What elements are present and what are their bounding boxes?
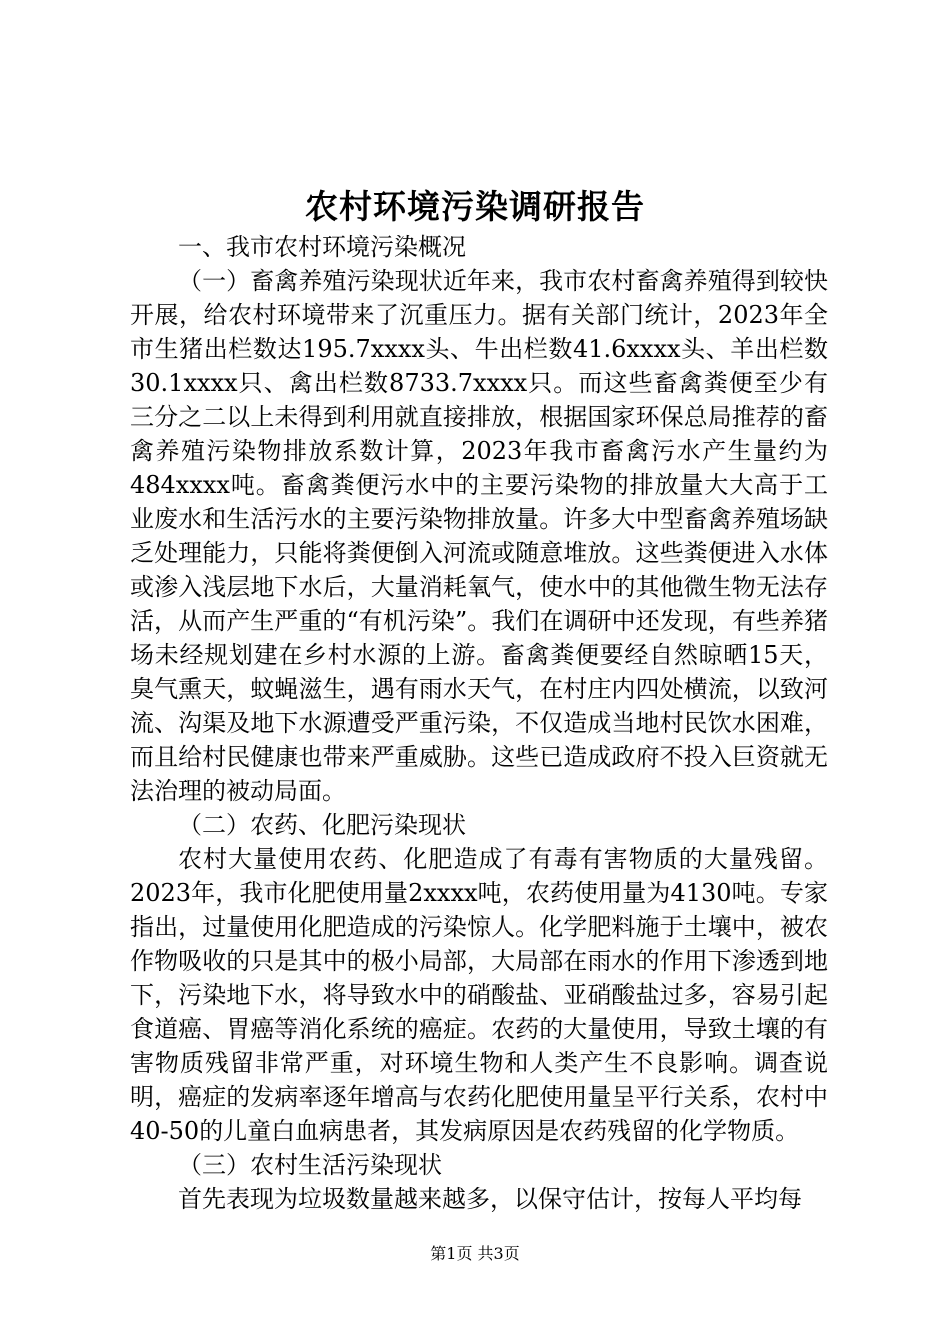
paragraph-pesticide-fertilizer: 农村大量使用农药、化肥造成了有毒有害物质的大量残留。2023年，我市化肥使用量2xxxx吨，农药使用量为4130吨。专家指出，过量使用化肥造成的污染惊人。化学肥料施于土壤中，被农作物吸收的只是其中的极小局部，大局部在雨水的作用下渗透到地下，污染地下水，将导致水中的硝酸盐、亚硝酸盐过多，容易引起食道癌、胃癌等消化系统的癌症。农药的大量使用，导致土壤的有害物质残留非常严重，对环境生物和人类产生不良影响。调查说明，癌症的发病率逐年增高与农药化肥使用量呈平行关系，农村中40-50的儿童白血病患者，其发病原因是农药残留的化学物质。 (130, 845, 828, 1145)
paragraph-domestic-pollution: 首先表现为垃圾数量越来越多，以保守估计，按每人平均每 (178, 1185, 802, 1213)
document-body (130, 230, 828, 1216)
section-heading-3: （三）农村生活污染现状 (178, 1151, 442, 1179)
page-footer: 第1页 共3页 (430, 1244, 520, 1263)
section-heading-1: 一、我市农村环境污染概况 (178, 233, 466, 261)
paragraph-livestock-pollution: （一）畜禽养殖污染现状近年来，我市农村畜禽养殖得到较快开展，给农村环境带来了沉重压力。据有关部门统计，2023年全市生猪出栏数达195.7xxxx头、牛出栏数41.6xxxx头、羊出栏数30.1xxxx只、禽出栏数8733.7xxxx只。而这些畜禽粪便至少有三分之二以上未得到利用就直接排放，根据国家环保总局推荐的畜禽养殖污染物排放系数计算，2023年我市畜禽污水产生量约为484xxxx吨。畜禽粪便污水中的主要污染物的排放量大大高于工业废水和生活污水的主要污染物排放量。许多大中型畜禽养殖场缺乏处理能力，只能将粪便倒入河流或随意堆放。这些粪便进入水体或渗入浅层地下水后，大量消耗氧气，使水中的其他微生物无法存活，从而产生严重的“有机污染”。我们在调研中还发现，有些养猪场未经规划建在乡村水源的上游。畜禽粪便要经自然晾晒15天，臭气熏天，蚊蝇滋生，遇有雨水天气，在村庄内四处横流，以致河流、沟渠及地下水源遭受严重污染，不仅造成当地村民饮水困难，而且给村民健康也带来严重威胁。这些已造成政府不投入巨资就无法治理的被动局面。 (130, 267, 828, 805)
section-heading-2: （二）农药、化肥污染现状 (178, 811, 466, 839)
document-title: 农村环境污染调研报告 (305, 187, 645, 226)
